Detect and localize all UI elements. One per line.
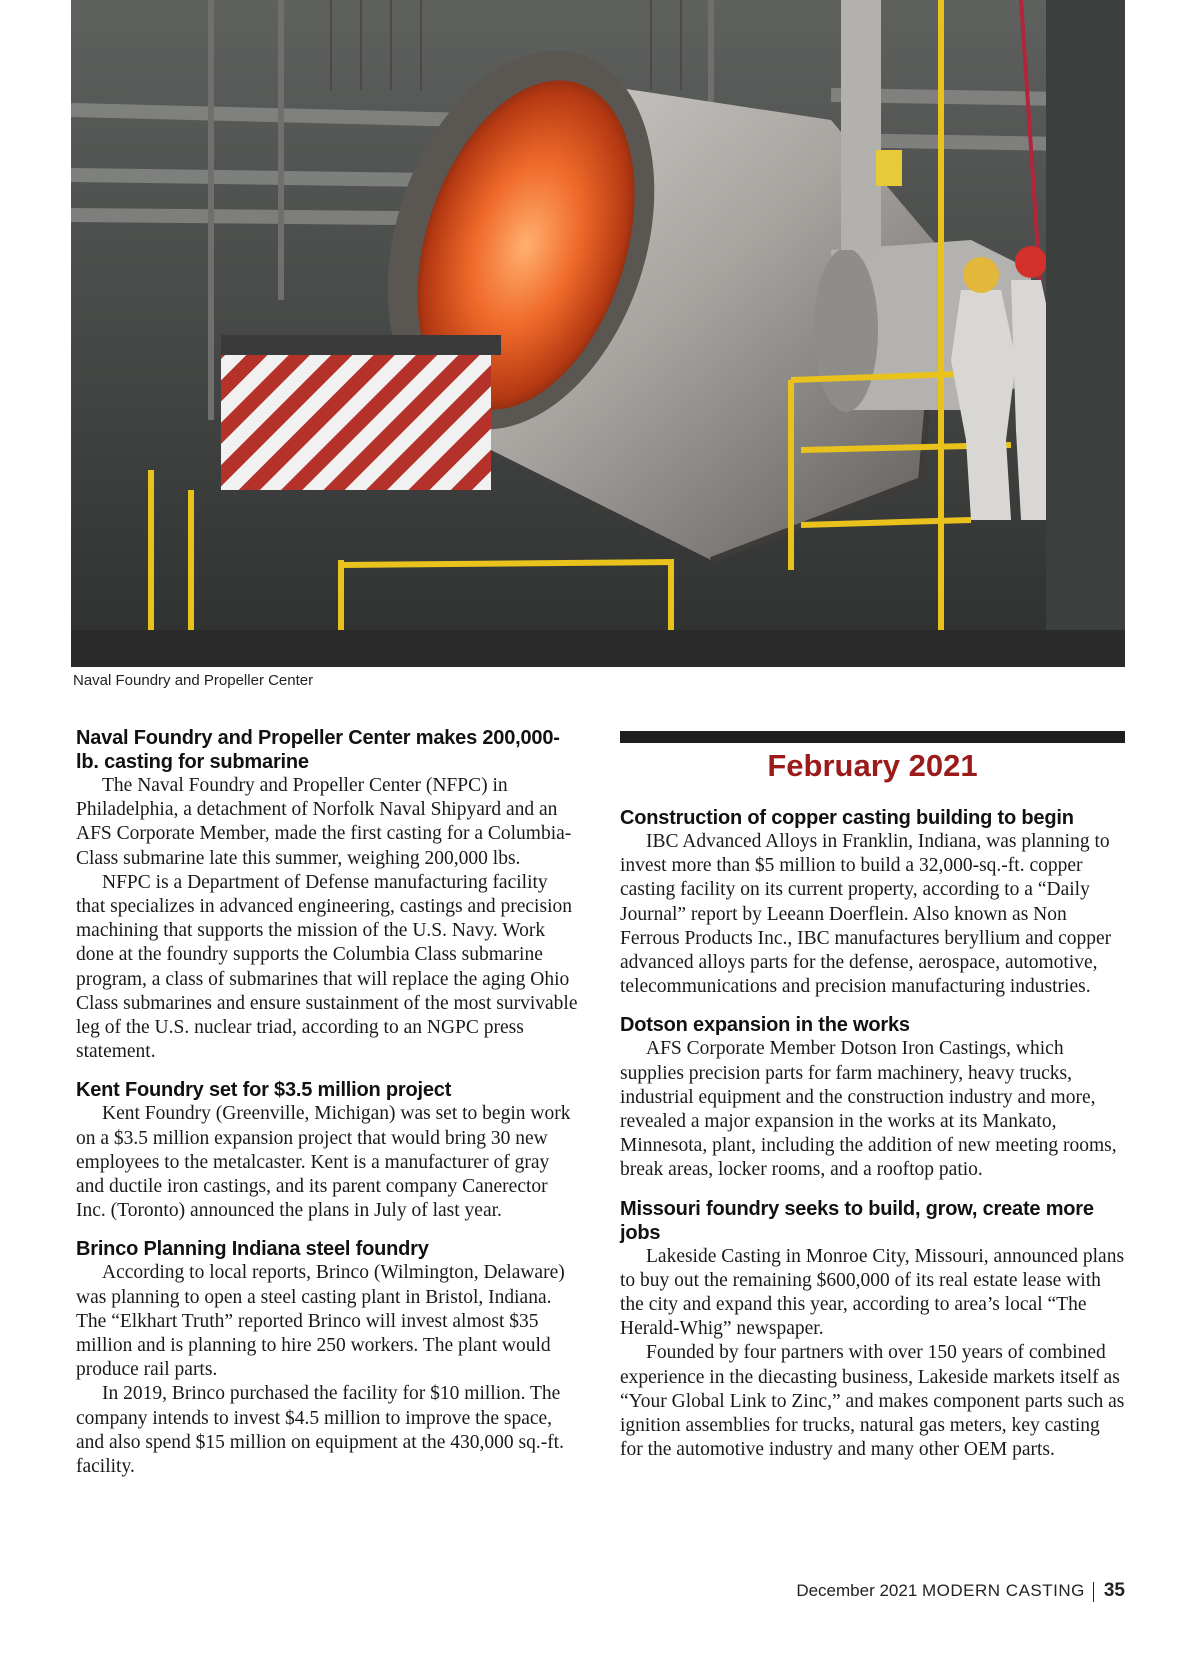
- article-paragraph: Lakeside Casting in Monroe City, Missouri, announced plans to buy out the remaining $600,000 of its real estate lease with the city and expand this year, according to area’s local “The Herald-Whig” newspaper.: [620, 1245, 1125, 1340]
- article-headline: Brinco Planning Indiana steel foundry: [76, 1238, 429, 1261]
- article-paragraph: In 2019, Brinco purchased the facility for $10 million. The company intends to invest $4.5 million to improve the space, and also spend $15 million on equipment at the 430,000 sq.-ft. facility.: [76, 1383, 564, 1478]
- page-footer: [796, 1580, 1125, 1602]
- article-paragraph: NFPC is a Department of Defense manufacturing facility that specializes in advanced engineering, castings and precision machining that supports the mission of the U.S. Navy. Work done at the foundry supports the Columbia Class submarine program, a class of submarines that will replace the aging Ohio Class submarines and ensure sustainment of the most survivable leg of the U.S. nuclear triad, according to an NGPC press statement.: [76, 871, 578, 1063]
- article-paragraph: IBC Advanced Alloys in Franklin, Indiana, was planning to invest more than $5 million to build a 32,000-sq.-ft. copper casting facility on its current property, according to a “Daily Journal” report by Leeann Doerflein. Also known as Non Ferrous Products Inc., IBC manufactures beryllium and copper advanced alloys parts for the defense, aerospace, automotive, telecommunications and precision manufacturing industries.: [620, 831, 1112, 998]
- article-paragraph: The Naval Foundry and Propeller Center (NFPC) in Philadelphia, a detachment of Norfolk Naval Shipyard and an AFS Corporate Member, made the first casting for a Columbia-Class submarine late this summer, weighing 200,000 lbs.: [76, 775, 572, 869]
- article-headline: Kent Foundry set for $3.5 million project: [76, 1079, 452, 1102]
- right-column: [620, 806, 1125, 1462]
- foundry-photo: [71, 0, 1125, 667]
- article-headline: Missouri foundry seeks to build, grow, create more jobs: [620, 1197, 1094, 1244]
- month-heading: February 2021: [767, 748, 978, 783]
- left-column: [76, 726, 581, 1479]
- page-number: 35: [1103, 1580, 1125, 1601]
- article-paragraph: AFS Corporate Member Dotson Iron Castings, which supplies precision parts for farm machinery, heavy trucks, industrial equipment and the construction industry and more, revealed a major expansion in the works at its Mankato, Minnesota, plant, including the addition of new meeting rooms, break areas, locker rooms, and a rooftop patio.: [620, 1038, 1117, 1181]
- issue-date: December 2021: [796, 1581, 918, 1600]
- article-paragraph: Founded by four partners with over 150 years of combined experience in the diecasting business, Lakeside markets itself as “Your Global Link to Zinc,” and makes component parts such as ignition assemblies for trucks, natural gas meters, key casting for the automotive industry and many other OEM parts.: [620, 1342, 1125, 1461]
- footer-separator: [1093, 1582, 1094, 1602]
- section-divider-bar: [620, 731, 1125, 743]
- article-headline: Construction of copper casting building to begin: [620, 807, 1074, 829]
- photo-caption: Naval Foundry and Propeller Center: [73, 672, 314, 689]
- article-paragraph: Kent Foundry (Greenville, Michigan) was set to begin work on a $3.5 million expansion project that would bring 30 new employees to the metalcaster. Kent is a manufacturer of gray and ductile iron castings, and its parent company Canerector Inc. (Toronto) announced the plans in July of last year.: [76, 1103, 571, 1222]
- article-headline: Dotson expansion in the works: [620, 1014, 910, 1037]
- magazine-name: MODERN CASTING: [922, 1581, 1085, 1600]
- article-headline: Naval Foundry and Propeller Center makes 200,000-lb. casting for submarine: [76, 727, 560, 773]
- article-paragraph: According to local reports, Brinco (Wilmington, Delaware) was planning to open a steel casting plant in Bristol, Indiana. The “Elkhart Truth” reported Brinco will invest almost $35 million and is planning to hire 250 workers. The plant would produce rail parts.: [76, 1262, 565, 1381]
